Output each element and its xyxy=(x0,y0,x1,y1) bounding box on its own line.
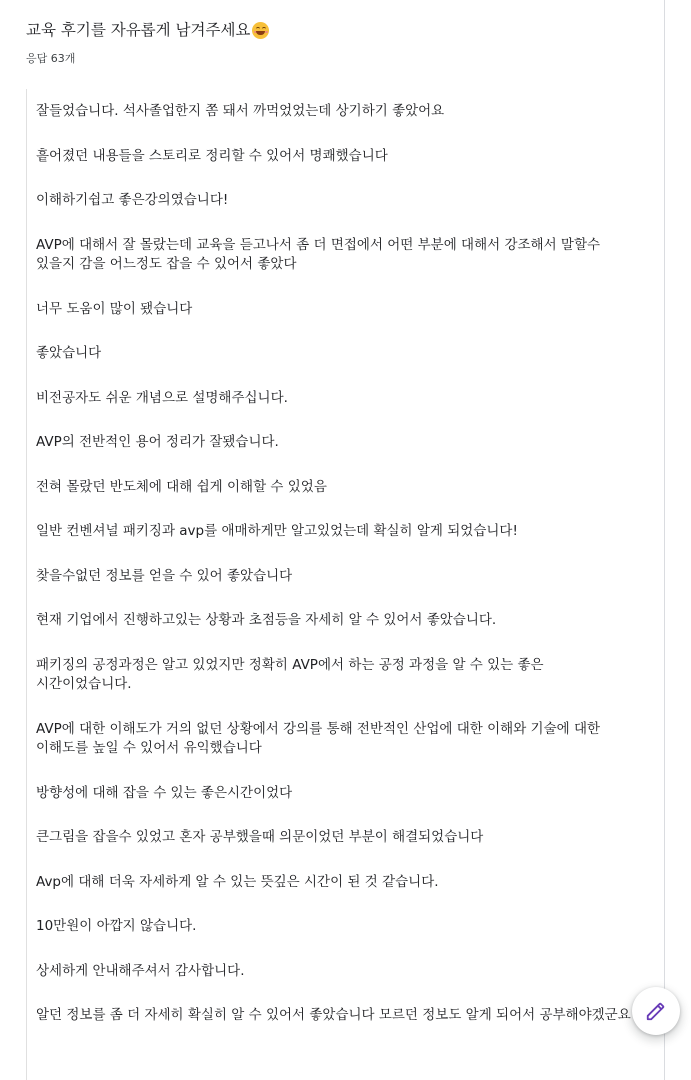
response-item: 현재 기업에서 진행하고있는 상황과 초점등을 자세히 알 수 있어서 좋았습니다. xyxy=(36,612,497,628)
smiling-face-emoji-icon xyxy=(252,22,269,39)
response-list[interactable] xyxy=(26,89,643,1080)
response-item: 상세하게 안내해주셔서 감사합니다. xyxy=(36,962,245,979)
question-title xyxy=(26,18,646,42)
question-header xyxy=(26,18,646,67)
response-item: 전혀 몰랐던 반도체에 대해 쉽게 이해할 수 있었음 xyxy=(36,478,327,495)
response-item: 좋았습니다 xyxy=(36,345,102,361)
response-item: 너무 도움이 많이 됐습니다 xyxy=(36,300,193,317)
question-title-text: 교육 후기를 자유롭게 남겨주세요 xyxy=(26,21,251,39)
response-item: 방향성에 대해 잡을 수 있는 좋은시간이었다 xyxy=(36,784,293,801)
response-item: 비전공자도 쉬운 개념으로 설명해주십니다. xyxy=(36,389,288,406)
response-item: 패키징의 공정과정은 알고 있었지만 정확히 AVP에서 하는 공정 과정을 알 수 있는 좋은 시간이었습니다. xyxy=(36,656,544,692)
response-item: AVP에 대한 이해도가 거의 없던 상황에서 강의를 통해 전반적인 산업에 대한 이해와 기술에 대한 이해도를 높일 수 있어서 유익했습니다 xyxy=(36,720,601,756)
response-item: 10만원이 아깝지 않습니다. xyxy=(36,918,197,934)
response-item: AVP에 대해서 잘 몰랐는데 교육을 듣고나서 좀 더 면접에서 어떤 부분에 대해서 강조해서 말할수 있을지 감을 어느정도 잡을 수 있어서 좋았다 xyxy=(36,236,601,272)
edit-pencil-icon xyxy=(645,1000,667,1022)
response-item: 알던 정보를 좀 더 자세히 확실히 알 수 있어서 좋았습니다 모르던 정보도 알게 되어서 공부해야겠군요 xyxy=(36,1007,631,1023)
response-item: Avp에 대해 더욱 자세하게 알 수 있는 뜻깊은 시간이 된 것 같습니다. xyxy=(36,873,439,890)
response-item: 잘들었습니다. 석사졸업한지 쫌 돼서 까먹었었는데 상기하기 좋았어요 xyxy=(36,103,445,119)
edit-button[interactable] xyxy=(632,987,680,1035)
response-item: 찾을수없던 정보를 얻을 수 있어 좋았습니다 xyxy=(36,567,293,584)
response-item: 큰그림을 잡을수 있었고 혼자 공부했을때 의문이었던 부분이 해결되었습니다 xyxy=(36,829,484,845)
response-item: 흩어졌던 내용들을 스토리로 정리할 수 있어서 명쾌했습니다 xyxy=(36,147,388,164)
response-item: AVP의 전반적인 용어 정리가 잘됐습니다. xyxy=(36,434,279,450)
response-count: 응답 63개 xyxy=(26,52,76,65)
response-item: 일반 컨벤셔널 패키징과 avp를 애매하게만 알고있었는데 확실히 알게 되었습니다! xyxy=(36,523,518,539)
response-item: 이해하기쉽고 좋은강의였습니다! xyxy=(36,192,229,208)
